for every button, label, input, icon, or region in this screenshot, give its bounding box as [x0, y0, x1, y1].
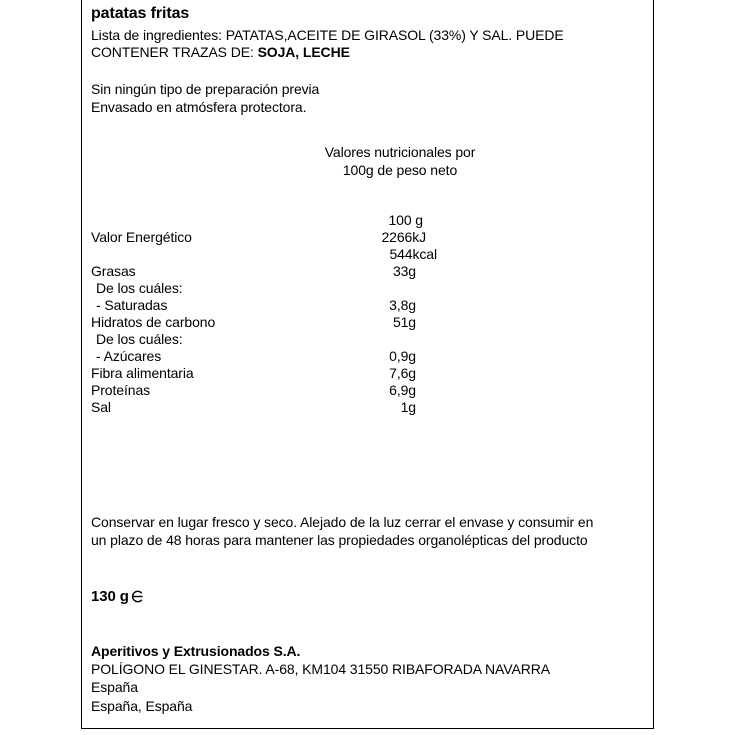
nutrition-row-value: 6,9g: [389, 382, 416, 398]
company-country: España: [91, 679, 138, 695]
net-weight: [91, 589, 144, 605]
nutrition-row-label: Fibra alimentaria: [91, 365, 194, 381]
nutrition-header-line-1: Valores nutricionales por: [324, 144, 476, 160]
estimated-sign-icon: [131, 590, 144, 603]
traces-prefix: CONTENER TRAZAS DE:: [91, 44, 254, 60]
nutrition-row-label: Sal: [91, 399, 111, 415]
prep-line-2: Envasado en atmósfera protectora.: [91, 99, 307, 115]
traces-line: [91, 44, 350, 60]
nutrition-row-label: Valor Energético: [91, 229, 192, 245]
nutrition-row-value: 33g: [392, 263, 416, 279]
storage-line-1: Conservar en lugar fresco y seco. Alejado de la luz cerrar el envase y consumir en: [91, 514, 594, 530]
company-address: POLÍGONO EL GINESTAR. A-68, KM104 31550 RIBAFORADA NAVARRA: [91, 661, 550, 677]
nutrition-row-label: Hidratos de carbono: [91, 314, 216, 330]
nutrition-row-value: 544kcal: [389, 246, 437, 262]
nutrition-row-value: 3,8g: [389, 297, 416, 313]
nutrition-row-value: 2266kJ: [381, 229, 426, 245]
nutrition-column-header: 100 g: [388, 212, 423, 228]
ingredients-label: Lista de ingredientes:: [91, 27, 222, 43]
ingredients-text: PATATAS,ACEITE DE GIRASOL (33%) Y SAL. PUEDE: [225, 27, 564, 43]
nutrition-header-line-2: 100g de peso neto: [342, 162, 458, 178]
nutrition-row-label: Proteínas: [91, 382, 151, 398]
nutrition-row-value: 1g: [400, 399, 416, 415]
storage-line-2: un plazo de 48 horas para mantener las propiedades organolépticas del producto: [91, 532, 588, 548]
nutrition-row-value: 7,6g: [389, 365, 416, 381]
nutrition-row-label: - Saturadas: [96, 297, 168, 313]
nutrition-row-value: 0,9g: [389, 348, 416, 364]
net-weight-value: 130 g: [91, 588, 129, 605]
nutrition-row-value: 51g: [392, 314, 416, 330]
traces-allergens: SOJA, LECHE: [257, 44, 350, 60]
nutrition-row-label: De los cuáles:: [96, 331, 183, 347]
company-name: Aperitivos y Extrusionados S.A.: [91, 643, 301, 659]
company-origin: España, España: [91, 698, 193, 714]
nutrition-row-label: - Azúcares: [96, 348, 162, 364]
nutrition-row-label: Grasas: [91, 263, 136, 279]
prep-line-1: Sin ningún tipo de preparación previa: [91, 81, 320, 97]
product-name: patatas fritas: [91, 5, 190, 22]
ingredients-line: [91, 27, 564, 43]
nutrition-row-label: De los cuáles:: [96, 280, 183, 296]
